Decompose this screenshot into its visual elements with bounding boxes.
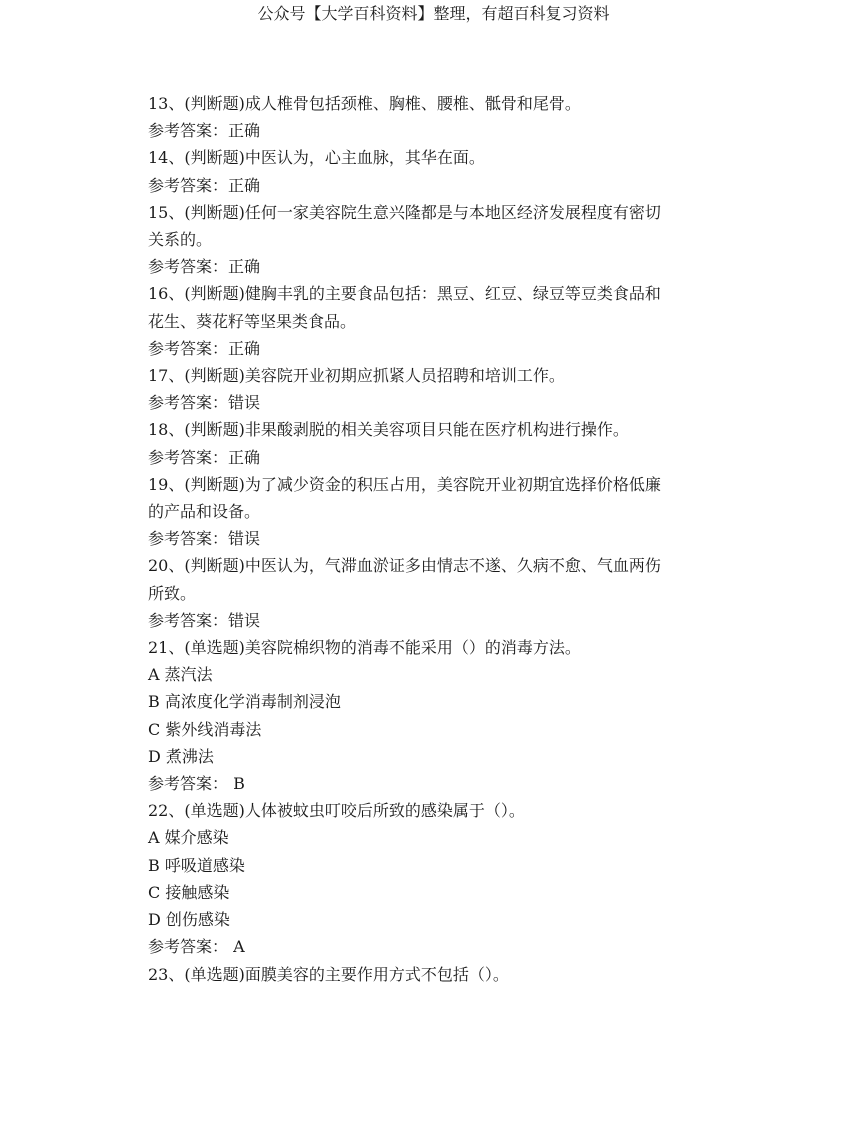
question-19-text-cont: 的产品和设备。 <box>148 502 261 522</box>
answer-19: 参考答案：错误 <box>148 529 261 549</box>
question-13-text: 13、(判断题)成人椎骨包括颈椎、胸椎、腰椎、骶骨和尾骨。 <box>148 94 581 113</box>
question-content <box>148 90 708 988</box>
page-header: 公众号【大学百科资料】整理，有超百科复习资料 <box>257 4 610 23</box>
answer-21: 参考答案： B <box>148 774 245 794</box>
question-22-option-c: C 接触感染 <box>148 882 230 902</box>
question-21-option-b: B 高浓度化学消毒制剂浸泡 <box>148 692 341 712</box>
question-23-text: 23、(单选题)面膜美容的主要作用方式不包括（）。 <box>148 964 509 984</box>
question-17-text: 17、(判断题)美容院开业初期应抓紧人员招聘和培训工作。 <box>148 366 565 386</box>
answer-13: 参考答案：正确 <box>148 121 261 141</box>
question-22-text: 22、(单选题)人体被蚊虫叮咬后所致的感染属于（）。 <box>148 801 525 821</box>
answer-22: 参考答案： A <box>148 937 245 957</box>
question-20-text: 20、(判断题)中医认为，气滞血淤证多由情志不遂、久病不愈、气血两伤 <box>148 556 661 576</box>
question-21-option-d: D 煮沸法 <box>148 746 214 766</box>
question-18-text: 18、(判断题)非果酸剥脱的相关美容项目只能在医疗机构进行操作。 <box>148 420 629 440</box>
question-19-text: 19、(判断题)为了减少资金的积压占用，美容院开业初期宜选择价格低廉 <box>148 474 661 494</box>
answer-17: 参考答案：错误 <box>148 393 261 413</box>
answer-15: 参考答案：正确 <box>148 257 261 277</box>
question-21-option-a: A 蒸汽法 <box>148 665 213 685</box>
question-16-text-cont: 花生、葵花籽等坚果类食品。 <box>148 311 357 331</box>
answer-20: 参考答案：错误 <box>148 610 261 630</box>
question-22-option-b: B 呼吸道感染 <box>148 855 245 875</box>
question-14-text: 14、(判断题)中医认为，心主血脉，其华在面。 <box>148 148 485 168</box>
question-21-text: 21、(单选题)美容院棉织物的消毒不能采用（）的消毒方法。 <box>148 638 581 658</box>
question-21-option-c: C 紫外线消毒法 <box>148 719 262 739</box>
question-15-text: 15、(判断题)任何一家美容院生意兴隆都是与本地区经济发展程度有密切 <box>148 202 661 222</box>
question-20-text-cont: 所致。 <box>148 583 197 603</box>
answer-14: 参考答案：正确 <box>148 175 261 195</box>
question-16-text: 16、(判断题)健胸丰乳的主要食品包括：黑豆、红豆、绿豆等豆类食品和 <box>148 284 661 304</box>
question-22-option-d: D 创伤感染 <box>148 910 230 930</box>
question-22-option-a: A 媒介感染 <box>148 828 229 848</box>
answer-18: 参考答案：正确 <box>148 447 261 467</box>
answer-16: 参考答案：正确 <box>148 338 261 358</box>
question-15-text-cont: 关系的。 <box>148 230 213 250</box>
